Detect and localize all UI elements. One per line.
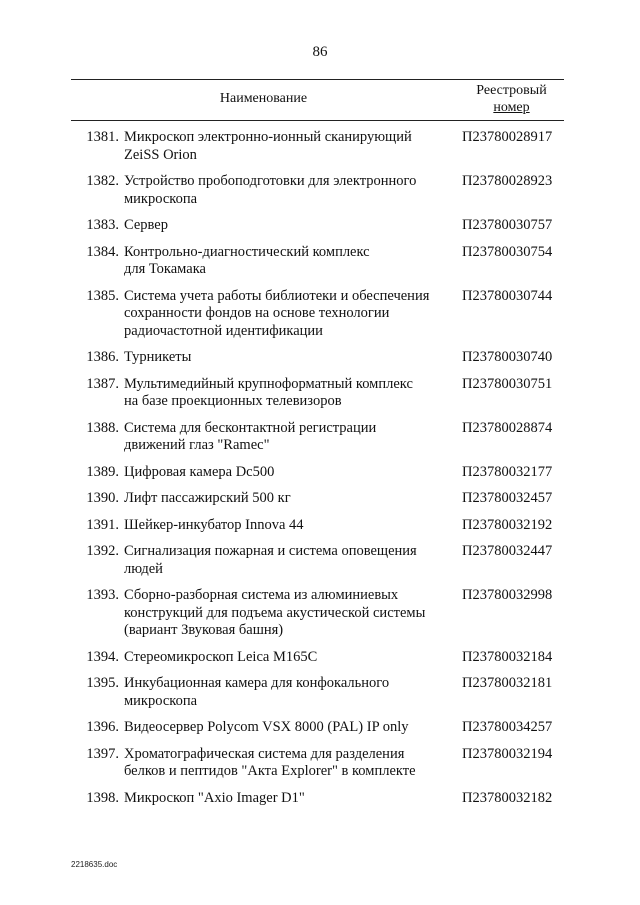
row-name: Инкубационная камера для конфокального микроскопа	[124, 675, 390, 709]
row-number: 1387.	[86, 375, 119, 392]
table-row	[71, 490, 564, 508]
row-name: Система учета работы библиотеки и обеспечения сохранности фондов на основе технологии радиочастотной идентификации	[124, 287, 430, 339]
row-registry-number: П23780030754	[462, 243, 553, 260]
row-name: Устройство пробоподготовки для электронного микроскопа	[124, 173, 417, 207]
table-row	[71, 746, 564, 781]
row-registry-number: П23780032457	[462, 490, 553, 506]
row-number: 1394.	[86, 648, 119, 665]
row-registry-number: П23780028917	[462, 129, 553, 145]
row-name: Шейкер-инкубатор Innova 44	[124, 516, 304, 533]
row-number: 1388.	[86, 419, 119, 436]
row-registry-number: П23780030744	[462, 287, 553, 304]
row-name: Сборно-разборная система из алюминиевых конструкций для подъема акустической системы (вариант Звуковая башня)	[124, 587, 426, 638]
table-row	[71, 543, 564, 578]
table-row	[71, 349, 564, 367]
table-row	[71, 288, 564, 341]
table-row	[71, 517, 564, 535]
row-name: Микроскоп электронно-ионный сканирующий ZeiSS Orion	[124, 129, 412, 163]
row-registry-number: П23780032182	[462, 789, 553, 806]
row-number: 1395.	[86, 675, 119, 691]
column-header-registry-line1: Реестровый	[476, 83, 547, 98]
row-name: Турникеты	[124, 349, 192, 365]
table-row	[71, 376, 564, 411]
row-number: 1386.	[86, 349, 119, 365]
row-name: Микроскоп "Axio Imager D1"	[124, 789, 305, 806]
table-body	[71, 129, 564, 816]
row-name: Сигнализация пожарная и система оповещения людей	[124, 543, 417, 577]
row-name: Хроматографическая система для разделения белков и пептидов "Акта Explorer" в комплекте	[124, 745, 416, 779]
row-name: Цифровая камера Dc500	[124, 463, 275, 480]
row-number: 1382.	[86, 173, 119, 189]
column-header-registry	[459, 82, 564, 116]
row-number: 1390.	[86, 490, 119, 506]
table-row	[71, 790, 564, 808]
row-registry-number: П23780032184	[462, 648, 553, 665]
row-registry-number: П23780030751	[462, 375, 553, 392]
page-number: 86	[312, 44, 328, 60]
row-registry-number: П23780032447	[462, 543, 553, 559]
table-row	[71, 129, 564, 164]
row-registry-number: П23780032181	[462, 675, 553, 691]
table-row	[71, 420, 564, 455]
row-name: Система для бесконтактной регистрации движений глаз "Ramec"	[124, 419, 377, 453]
row-name: Сервер	[124, 217, 168, 233]
table-row	[71, 649, 564, 667]
row-number: 1397.	[86, 745, 119, 762]
row-registry-number: П23780032998	[462, 587, 553, 603]
table-row	[71, 244, 564, 279]
row-number: 1385.	[86, 287, 119, 304]
row-name: Стереомикроскоп Leica M165C	[124, 648, 318, 665]
table-row	[71, 217, 564, 235]
table-row	[71, 173, 564, 208]
table-row	[71, 587, 564, 640]
table-row	[71, 675, 564, 710]
column-header-name: Наименование	[219, 91, 308, 106]
row-registry-number: П23780032177	[462, 463, 553, 480]
row-registry-number: П23780034257	[462, 719, 553, 735]
row-number: 1398.	[86, 789, 119, 806]
row-registry-number: П23780028923	[462, 173, 553, 189]
row-number: 1389.	[86, 463, 119, 480]
row-number: 1393.	[86, 587, 119, 603]
row-registry-number: П23780032194	[462, 745, 553, 762]
row-registry-number: П23780030757	[462, 217, 553, 233]
row-number: 1391.	[86, 516, 119, 533]
row-name: Лифт пассажирский 500 кг	[124, 490, 291, 506]
row-registry-number: П23780030740	[462, 349, 553, 365]
table-header	[71, 79, 564, 121]
table-row	[71, 464, 564, 482]
row-number: 1383.	[86, 217, 119, 233]
row-name: Мультимедийный крупноформатный комплекс на базе проекционных телевизоров	[124, 375, 413, 409]
footer-filename: 2218635.doc	[71, 860, 118, 869]
row-number: 1384.	[86, 243, 119, 260]
row-name: Видеосервер Polycom VSX 8000 (PAL) IP only	[124, 719, 409, 735]
row-registry-number: П23780032192	[462, 516, 553, 533]
row-number: 1396.	[86, 719, 119, 735]
row-name: Контрольно-диагностический комплекс для Токамака	[124, 243, 370, 277]
row-number: 1392.	[86, 543, 119, 559]
row-registry-number: П23780028874	[462, 419, 553, 436]
row-number: 1381.	[86, 129, 119, 145]
column-header-registry-line2: номер	[493, 100, 530, 115]
table-row	[71, 719, 564, 737]
